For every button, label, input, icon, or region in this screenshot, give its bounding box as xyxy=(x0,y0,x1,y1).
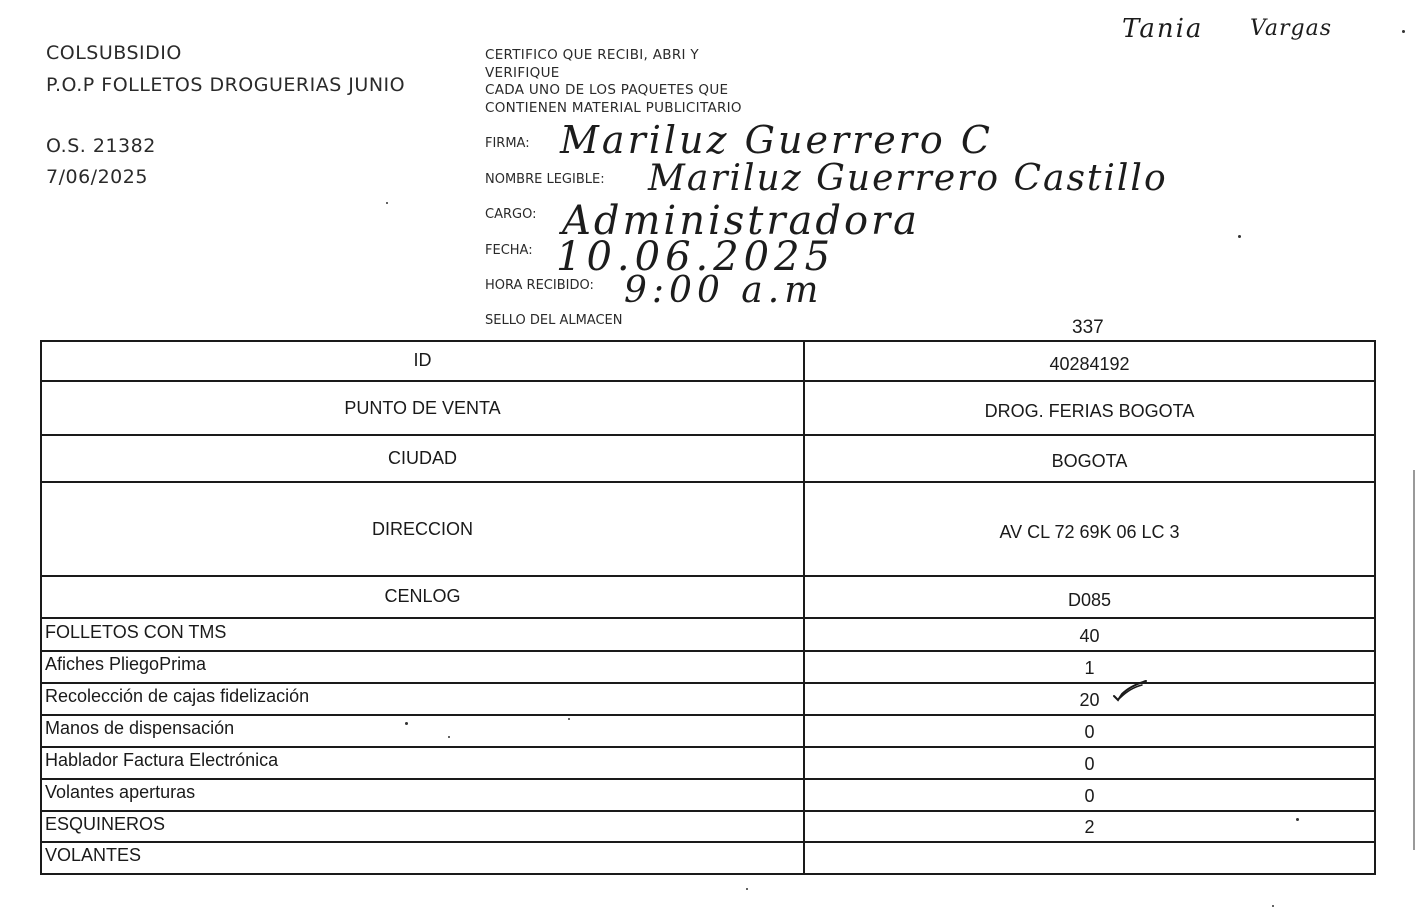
item-quantity: 2 xyxy=(1084,817,1095,837)
item-label: Recolección de cajas fidelización xyxy=(45,686,310,706)
item-quantity: 40 xyxy=(1079,626,1100,646)
item-label: Afiches PliegoPrima xyxy=(45,654,207,674)
row-divider xyxy=(40,841,1376,843)
row-value-direccion: AV CL 72 69K 06 LC 3 xyxy=(999,522,1180,542)
item-quantity: 0 xyxy=(1084,754,1095,774)
label-cargo: CARGO: xyxy=(485,207,537,222)
handwritten-date: 10.06.2025 xyxy=(556,234,836,280)
item-label: VOLANTES xyxy=(45,845,142,865)
order-date: 7/06/2025 xyxy=(46,166,148,188)
row-divider xyxy=(40,575,1376,577)
item-quantity: 1 xyxy=(1084,658,1095,678)
handwritten-time: 9:00 a.m xyxy=(624,270,824,311)
row-value-punto-de-venta: DROG. FERIAS BOGOTA xyxy=(984,401,1195,421)
row-value-cenlog: D085 xyxy=(1067,590,1112,610)
handwritten-signature: Mariluz Guerrero C xyxy=(560,118,993,162)
item-label: Hablador Factura Electrónica xyxy=(45,750,279,770)
handwritten-position: Administradora xyxy=(562,198,920,244)
scan-speck xyxy=(405,722,408,725)
row-divider xyxy=(40,434,1376,436)
item-label: Manos de dispensación xyxy=(45,718,235,738)
row-label-cenlog: CENLOG xyxy=(384,586,461,606)
scan-speck xyxy=(386,202,388,204)
row-divider xyxy=(40,778,1376,780)
row-label-ciudad: CIUDAD xyxy=(387,448,457,468)
scan-speck xyxy=(568,718,570,720)
row-divider xyxy=(40,481,1376,483)
row-divider xyxy=(40,746,1376,748)
row-value-ciudad: BOGOTA xyxy=(1051,451,1128,471)
label-sello: SELLO DEL ALMACEN xyxy=(485,313,623,328)
label-firma: FIRMA: xyxy=(485,136,530,151)
row-value-id: 40284192 xyxy=(1049,354,1130,374)
certificate-statement xyxy=(485,47,742,117)
scan-speck xyxy=(746,888,748,890)
row-divider xyxy=(40,650,1376,652)
label-nombre: NOMBRE LEGIBLE: xyxy=(485,172,605,187)
certificate-line: CONTIENEN MATERIAL PUBLICITARIO xyxy=(485,99,742,116)
row-divider xyxy=(40,714,1376,716)
certificate-line: CERTIFICO QUE RECIBI, ABRI Y xyxy=(485,47,699,63)
scan-speck xyxy=(448,736,450,738)
certificate-line: VERIFIQUE xyxy=(485,64,560,81)
handwritten-note: Tania xyxy=(1122,14,1204,44)
handwritten-name: Mariluz Guerrero Castillo xyxy=(648,158,1168,199)
scan-speck xyxy=(1238,235,1241,238)
scan-edge-line xyxy=(1413,470,1415,850)
row-divider xyxy=(40,682,1376,684)
handwritten-note: Vargas xyxy=(1250,16,1332,41)
item-quantity: 0 xyxy=(1084,786,1095,806)
item-quantity: 0 xyxy=(1084,722,1095,742)
row-divider xyxy=(40,810,1376,812)
scan-speck xyxy=(1272,905,1274,907)
check-mark-icon xyxy=(1112,678,1148,704)
campaign-title: P.O.P FOLLETOS DROGUERIAS JUNIO xyxy=(46,74,406,96)
record-number: 337 xyxy=(1072,317,1104,338)
row-divider xyxy=(40,617,1376,619)
row-label-direccion: DIRECCION xyxy=(371,519,473,539)
certificate-line: CADA UNO DE LOS PAQUETES QUE xyxy=(485,82,729,98)
item-label: ESQUINEROS xyxy=(45,814,166,834)
row-label-punto-de-venta: PUNTO DE VENTA xyxy=(344,398,501,418)
row-label-id: ID xyxy=(413,350,432,370)
item-quantity: 20 xyxy=(1079,690,1100,710)
scan-speck xyxy=(1296,818,1299,821)
row-divider xyxy=(40,380,1376,382)
scan-speck xyxy=(1402,30,1405,33)
item-label: Volantes aperturas xyxy=(45,782,196,802)
label-fecha: FECHA: xyxy=(485,243,533,258)
label-hora: HORA RECIBIDO: xyxy=(485,278,594,293)
service-order: O.S. 21382 xyxy=(46,135,156,157)
item-label: FOLLETOS CON TMS xyxy=(45,622,227,642)
company-name: COLSUBSIDIO xyxy=(46,42,182,64)
